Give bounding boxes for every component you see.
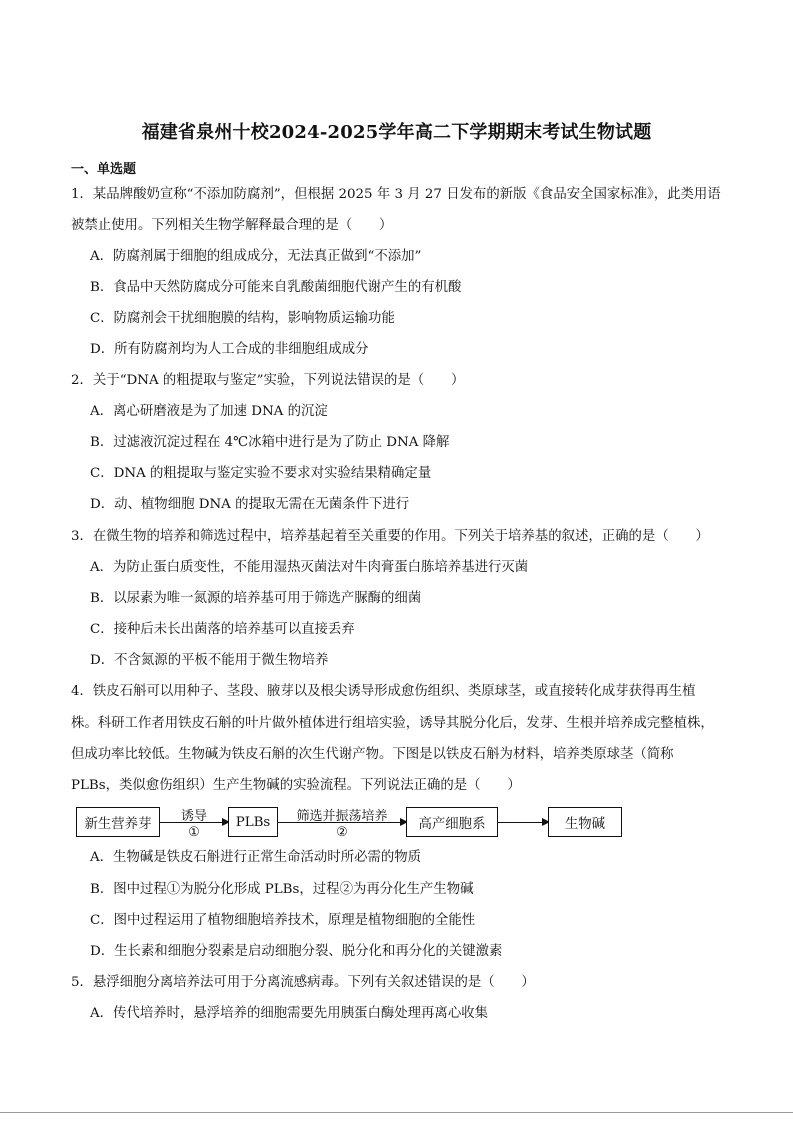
page-bottom-rule [0,1112,793,1113]
question-2-stem: 2．关于“DNA 的粗提取与鉴定”实验，下列说法错误的是（ ） [71,373,465,388]
question-4-stem-line-3: 但成功率比较低。生物碱为铁皮石斛的次生代谢产物。下图是以铁皮石斛为材料，培养类原球茎（简称 [71,747,674,762]
flow-box-high-yield-cell-line: 高产细胞系 [406,807,498,837]
question-1-option-b: B．食品中天然防腐成分可能来自乳酸菌细胞代谢产生的有机酸 [90,280,462,295]
question-2-option-c: C．DNA 的粗提取与鉴定实验不要求对实验结果精确定量 [90,466,432,481]
question-4-option-b: B．图中过程①为脱分化形成 PLBs，过程②为再分化生产生物碱 [90,882,474,897]
flow-arrow-3 [498,822,548,823]
question-5-stem: 5．悬浮细胞分离培养法可用于分离流感病毒。下列有关叙述错误的是（ ） [71,975,535,990]
question-2-option-a: A．离心研磨液是为了加速 DNA 的沉淀 [90,404,328,419]
question-1-option-a: A．防腐剂属于细胞的组成成分，无法真正做到“不添加” [90,249,422,264]
question-3-option-c: C．接种后未长出菌落的培养基可以直接丢弃 [90,622,355,637]
question-1-stem-line-1: 1．某品牌酸奶宣称“不添加防腐剂”，但根据 2025 年 3 月 27 日发布的新版《食品安全国家标准》，此类用语 [71,187,721,202]
question-4-option-d: D．生长素和细胞分裂素是启动细胞分裂、脱分化和再分化的关键激素 [90,944,503,959]
flow-box-plbs: PLBs [228,807,278,837]
question-1-option-d: D．所有防腐剂均为人工合成的非细胞组成成分 [90,342,369,357]
question-4-option-a: A．生物碱是铁皮石斛进行正常生命活动时所必需的物质 [90,850,422,865]
flow-arrow-1-label: 诱导 [180,809,207,824]
page-title: 福建省泉州十校2024-2025学年高二下学期期末考试生物试题 [141,122,652,143]
flow-arrow-2-label: 筛选并振荡培养 [296,809,388,824]
question-2-option-b: B．过滤液沉淀过程在 4℃冰箱中进行是为了防止 DNA 降解 [90,435,450,450]
question-4-stem-line-4: PLBs，类似愈伤组织）生产生物碱的实验流程。下列说法正确的是（ ） [71,778,521,793]
question-4-stem-line-2: 株。科研工作者用铁皮石斛的叶片做外植体进行组培实验，诱导其脱分化后，发芽、生根并培养成完整植株， [71,716,714,731]
flow-diagram [76,805,636,847]
question-5-option-a: A．传代培养时，悬浮培养的细胞需要先用胰蛋白酶处理再离心收集 [90,1006,488,1021]
question-3-stem: 3．在微生物的培养和筛选过程中，培养基起着至关重要的作用。下列关于培养基的叙述，正确的是（ ） [71,529,709,544]
question-4-option-c: C．图中过程运用了植物细胞培养技术，原理是植物细胞的全能性 [90,913,476,928]
question-3-option-a: A．为防止蛋白质变性，不能用湿热灭菌法对牛肉膏蛋白胨培养基进行灭菌 [90,560,529,575]
question-3-option-b: B．以尿素为唯一氮源的培养基可用于筛选产脲酶的细菌 [90,591,422,606]
flow-arrow-1-step: ① [188,825,200,840]
section-heading: 一、单选题 [71,162,137,177]
flow-box-nutrient-bud: 新生营养芽 [76,807,160,837]
flow-arrow-2-step: ② [336,825,348,840]
question-2-option-d: D．动、植物细胞 DNA 的提取无需在无菌条件下进行 [90,497,410,512]
question-3-option-d: D．不含氮源的平板不能用于微生物培养 [90,653,329,668]
question-4-stem-line-1: 4．铁皮石斛可以用种子、茎段、腋芽以及根尖诱导形成愈伤组织、类原球茎，或直接转化成芽获得再生植 [71,684,696,699]
flow-box-alkaloid: 生物碱 [548,807,622,837]
question-1-option-c: C．防腐剂会干扰细胞膜的结构，影响物质运输功能 [90,311,395,326]
question-1-stem-line-2: 被禁止使用。下列相关生物学解释最合理的是（ ） [71,218,393,233]
